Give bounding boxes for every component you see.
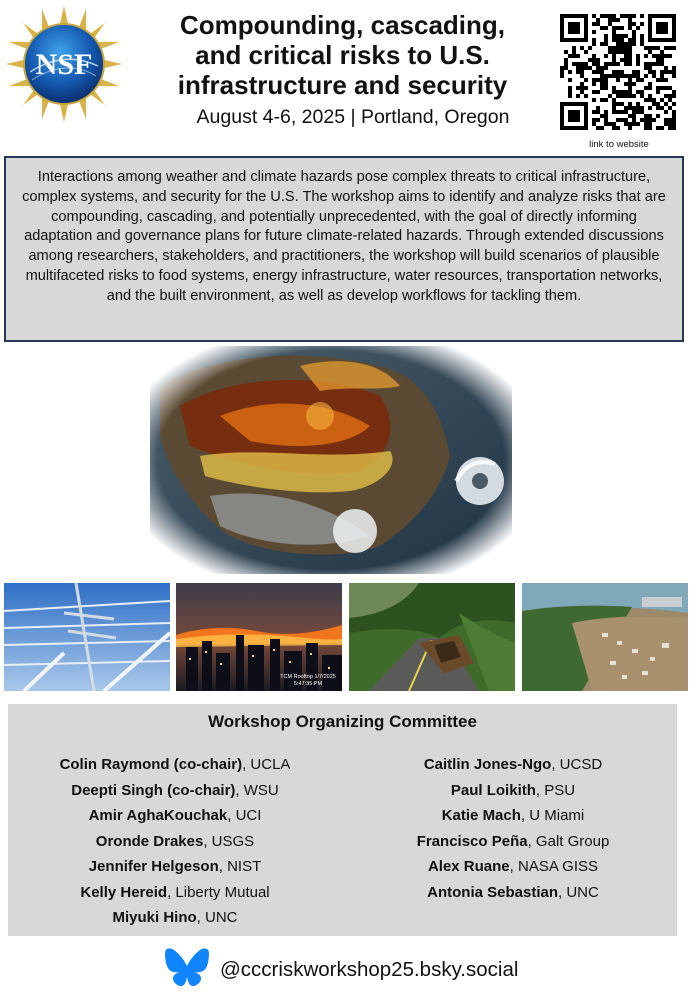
committee-member: Caitlin Jones-Ngo, UCSD	[423, 756, 603, 773]
photo-iced-power-lines	[4, 583, 170, 691]
photo-flooded-town	[522, 583, 688, 691]
committee-member: Kelly Hereid, Liberty Mutual	[80, 883, 270, 901]
committee-member: Alex Ruane, NASA GISS	[427, 858, 599, 875]
committee-member: Miyuki Hino, UNC	[112, 909, 238, 926]
photo-timestamp: TCM Rooftop 1/7/2025 5:47:35 PM	[280, 674, 336, 687]
committee-right-column	[348, 752, 678, 905]
date-location: August 4-6, 2025 | Portland, Oregon	[196, 106, 510, 128]
satellite-hazard-map	[150, 346, 512, 574]
photo-landslide-road	[349, 583, 515, 691]
nsf-logo	[6, 6, 122, 122]
committee-member: Jennifer Helgeson, NIST	[88, 858, 262, 875]
qr-code-icon[interactable]	[560, 14, 676, 130]
committee-member: Deepti Singh (co-chair), WSU	[71, 781, 279, 799]
committee-member: Paul Loikith, PSU	[450, 781, 576, 799]
title-line-2: and critical risks to U.S.	[195, 40, 490, 70]
title-line-3: infrastructure and security	[177, 70, 508, 100]
description-box	[4, 156, 684, 342]
committee-member: Colin Raymond (co-chair), UCLA	[59, 756, 291, 773]
social-handle[interactable]: @cccriskworkshop25.bsky.social	[220, 958, 519, 981]
page-title	[140, 10, 545, 100]
bluesky-butterfly-icon[interactable]	[164, 946, 210, 988]
title-line-1: Compounding, cascading,	[179, 10, 505, 40]
committee-member: Katie Mach, U Miami	[441, 807, 585, 824]
photo-city-wildfire	[176, 583, 342, 691]
committee-member: Francisco Peña, Galt Group	[416, 832, 610, 850]
committee-member: Amir AghaKouchak, UCI	[88, 807, 262, 824]
committee-member: Oronde Drakes, USGS	[95, 832, 255, 850]
qr-caption[interactable]: link to website	[589, 139, 649, 150]
committee-title: Workshop Organizing Committee	[208, 712, 477, 731]
svg-text:NSF: NSF	[35, 48, 93, 81]
committee-left-column	[10, 752, 340, 931]
committee-member: Antonia Sebastian, UNC	[427, 883, 599, 901]
organizing-committee	[8, 704, 677, 936]
description-text: Interactions among weather and climate hazards pose complex threats to critical infrastructure, complex systems, and security for the U.S. The workshop aims to identify and analyze risks that are compounding, cascading, and potentially unprecedented, with the goal of directly informing adaptation and governance plans for future climate-related hazards. Through extended discussions among researchers, stakeholders, and practitioners, the workshop will build scenarios of plausible multifaceted risks to food systems, energy infrastructure, water resources, transportation networks, and the built environment, as well as develop workflows for tackling them.	[22, 169, 666, 304]
